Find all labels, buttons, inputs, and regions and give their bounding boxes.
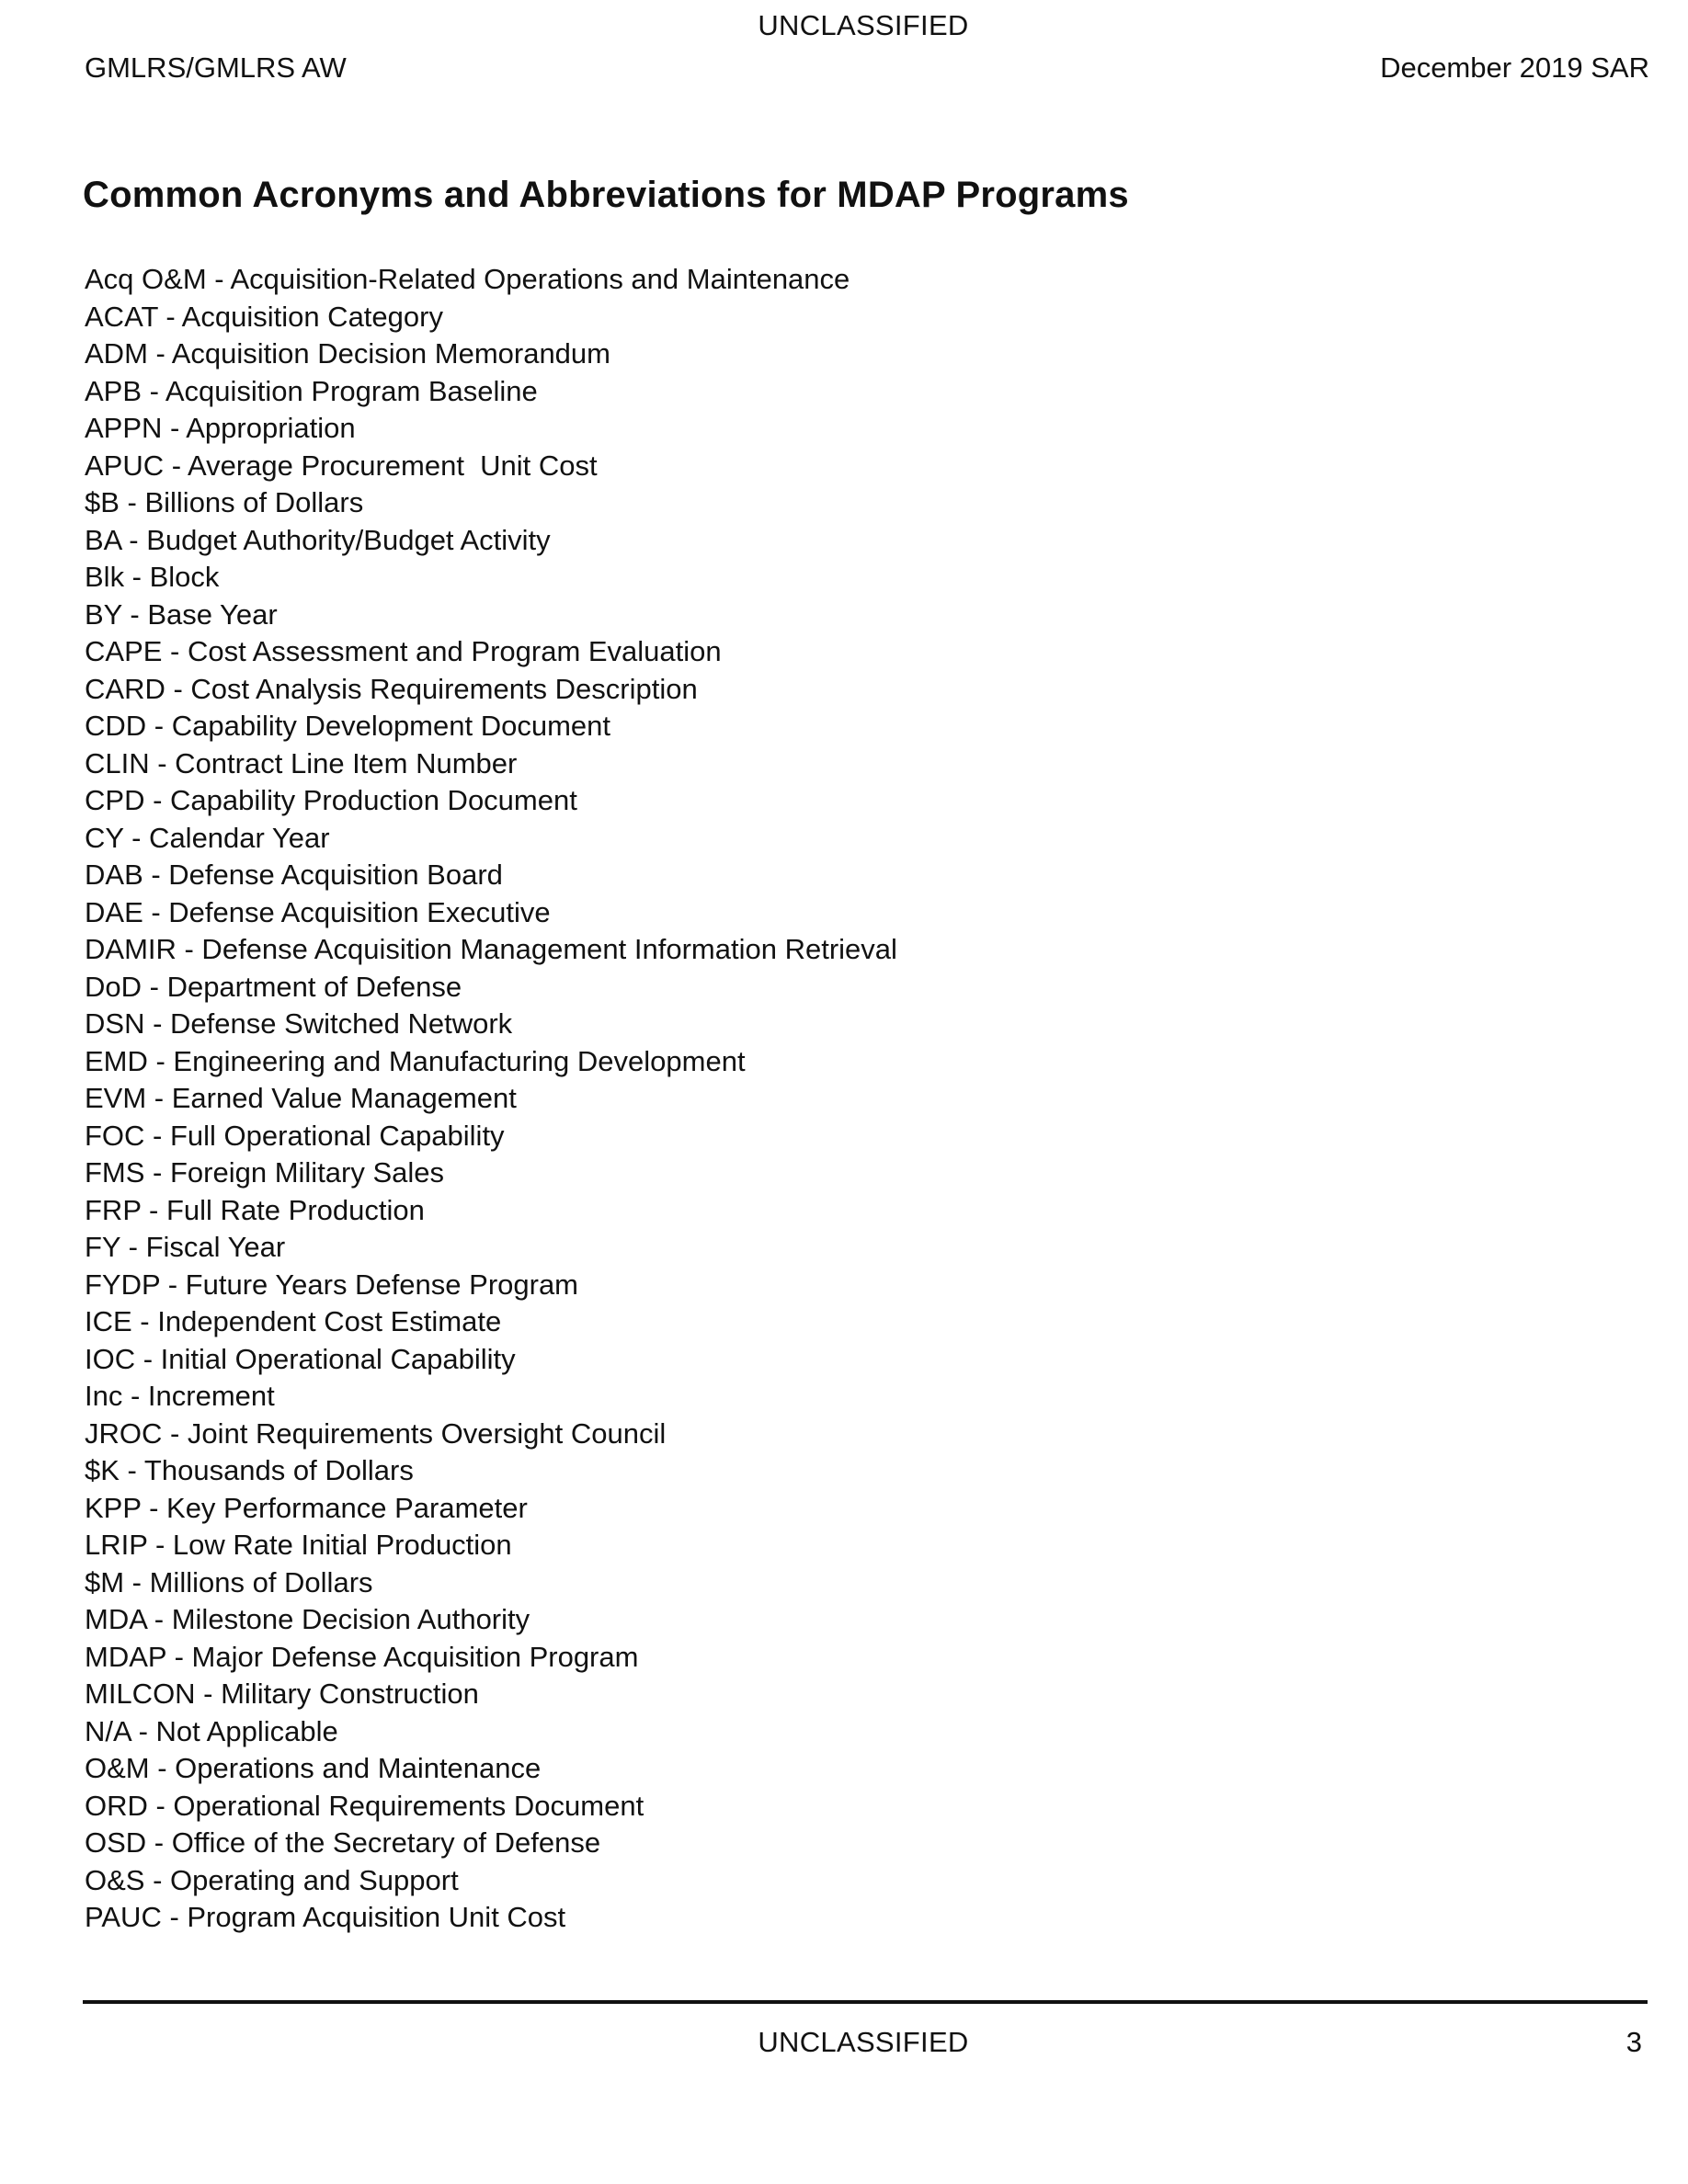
acronym-entry: CDD - Capability Development Document (85, 710, 611, 742)
acronym-entry: CAPE - Cost Assessment and Program Evaluation (85, 635, 722, 667)
acronym-entry: $K - Thousands of Dollars (85, 1454, 414, 1486)
acronym-entry: CY - Calendar Year (85, 821, 330, 854)
acronym-entry: ORD - Operational Requirements Document (85, 1789, 644, 1822)
acronym-entry: Blk - Block (85, 561, 220, 593)
acronym-entry: CLIN - Contract Line Item Number (85, 746, 518, 779)
acronym-entry: DoD - Department of Defense (85, 970, 462, 1003)
acronym-entry: FY - Fiscal Year (85, 1231, 286, 1263)
bottom-classification-marking: UNCLASSIFIED (758, 2026, 969, 2058)
acronym-entry: OSD - Office of the Secretary of Defense (85, 1826, 601, 1859)
acronym-entry: FRP - Full Rate Production (85, 1193, 425, 1226)
acronym-list (85, 261, 897, 1937)
acronym-entry: FMS - Foreign Military Sales (85, 1156, 445, 1189)
acronym-entry: EMD - Engineering and Manufacturing Development (85, 1044, 746, 1077)
acronym-entry: CARD - Cost Analysis Requirements Description (85, 672, 698, 705)
acronym-entry: $M - Millions of Dollars (85, 1565, 373, 1598)
acronym-entry: BY - Base Year (85, 597, 278, 631)
acronym-entry: Acq O&M - Acquisition-Related Operations and Maintenance (85, 263, 850, 295)
acronym-entry: MDAP - Major Defense Acquisition Program (85, 1640, 639, 1673)
acronym-entry: Inc - Increment (85, 1380, 275, 1412)
acronym-entry: ADM - Acquisition Decision Memorandum (85, 337, 610, 370)
page-title: Common Acronyms and Abbreviations for MDAP Programs (83, 175, 1129, 215)
acronym-entry: ICE - Independent Cost Estimate (85, 1305, 502, 1337)
report-date: December 2019 SAR (1380, 51, 1649, 84)
acronym-entry: FOC - Full Operational Capability (85, 1119, 505, 1152)
acronym-entry: DSN - Defense Switched Network (85, 1007, 513, 1040)
page-number: 3 (1625, 2026, 1642, 2058)
program-name: GMLRS/GMLRS AW (85, 51, 347, 84)
top-classification-marking: UNCLASSIFIED (758, 9, 969, 41)
acronym-entry: APPN - Appropriation (85, 412, 356, 444)
acronym-entry: IOC - Initial Operational Capability (85, 1342, 516, 1375)
acronym-entry: MDA - Milestone Decision Authority (85, 1603, 530, 1635)
acronym-entry: MILCON - Military Construction (85, 1678, 479, 1710)
acronym-entry: PAUC - Program Acquisition Unit Cost (85, 1901, 566, 1933)
acronym-entry: $B - Billions of Dollars (85, 486, 364, 518)
acronym-entry: N/A - Not Applicable (85, 1714, 338, 1747)
acronym-entry: DAE - Defense Acquisition Executive (85, 895, 551, 928)
acronym-entry: BA - Budget Authority/Budget Activity (85, 523, 551, 556)
acronym-entry: FYDP - Future Years Defense Program (85, 1268, 579, 1301)
footer-divider (83, 2000, 1648, 2004)
acronym-entry: ACAT - Acquisition Category (85, 300, 443, 333)
acronym-entry: DAMIR - Defense Acquisition Management Information Retrieval (85, 933, 897, 965)
acronym-entry: CPD - Capability Production Document (85, 784, 577, 816)
acronym-entry: KPP - Key Performance Parameter (85, 1491, 528, 1524)
acronym-entry: O&S - Operating and Support (85, 1863, 459, 1896)
acronym-entry: EVM - Earned Value Management (85, 1082, 517, 1114)
acronym-entry: DAB - Defense Acquisition Board (85, 859, 503, 891)
acronym-entry: LRIP - Low Rate Initial Production (85, 1529, 512, 1561)
acronym-entry: APB - Acquisition Program Baseline (85, 374, 538, 407)
acronym-entry: O&M - Operations and Maintenance (85, 1752, 542, 1784)
acronym-entry: JROC - Joint Requirements Oversight Council (85, 1416, 667, 1450)
acronym-entry: APUC - Average Procurement Unit Cost (85, 449, 598, 482)
